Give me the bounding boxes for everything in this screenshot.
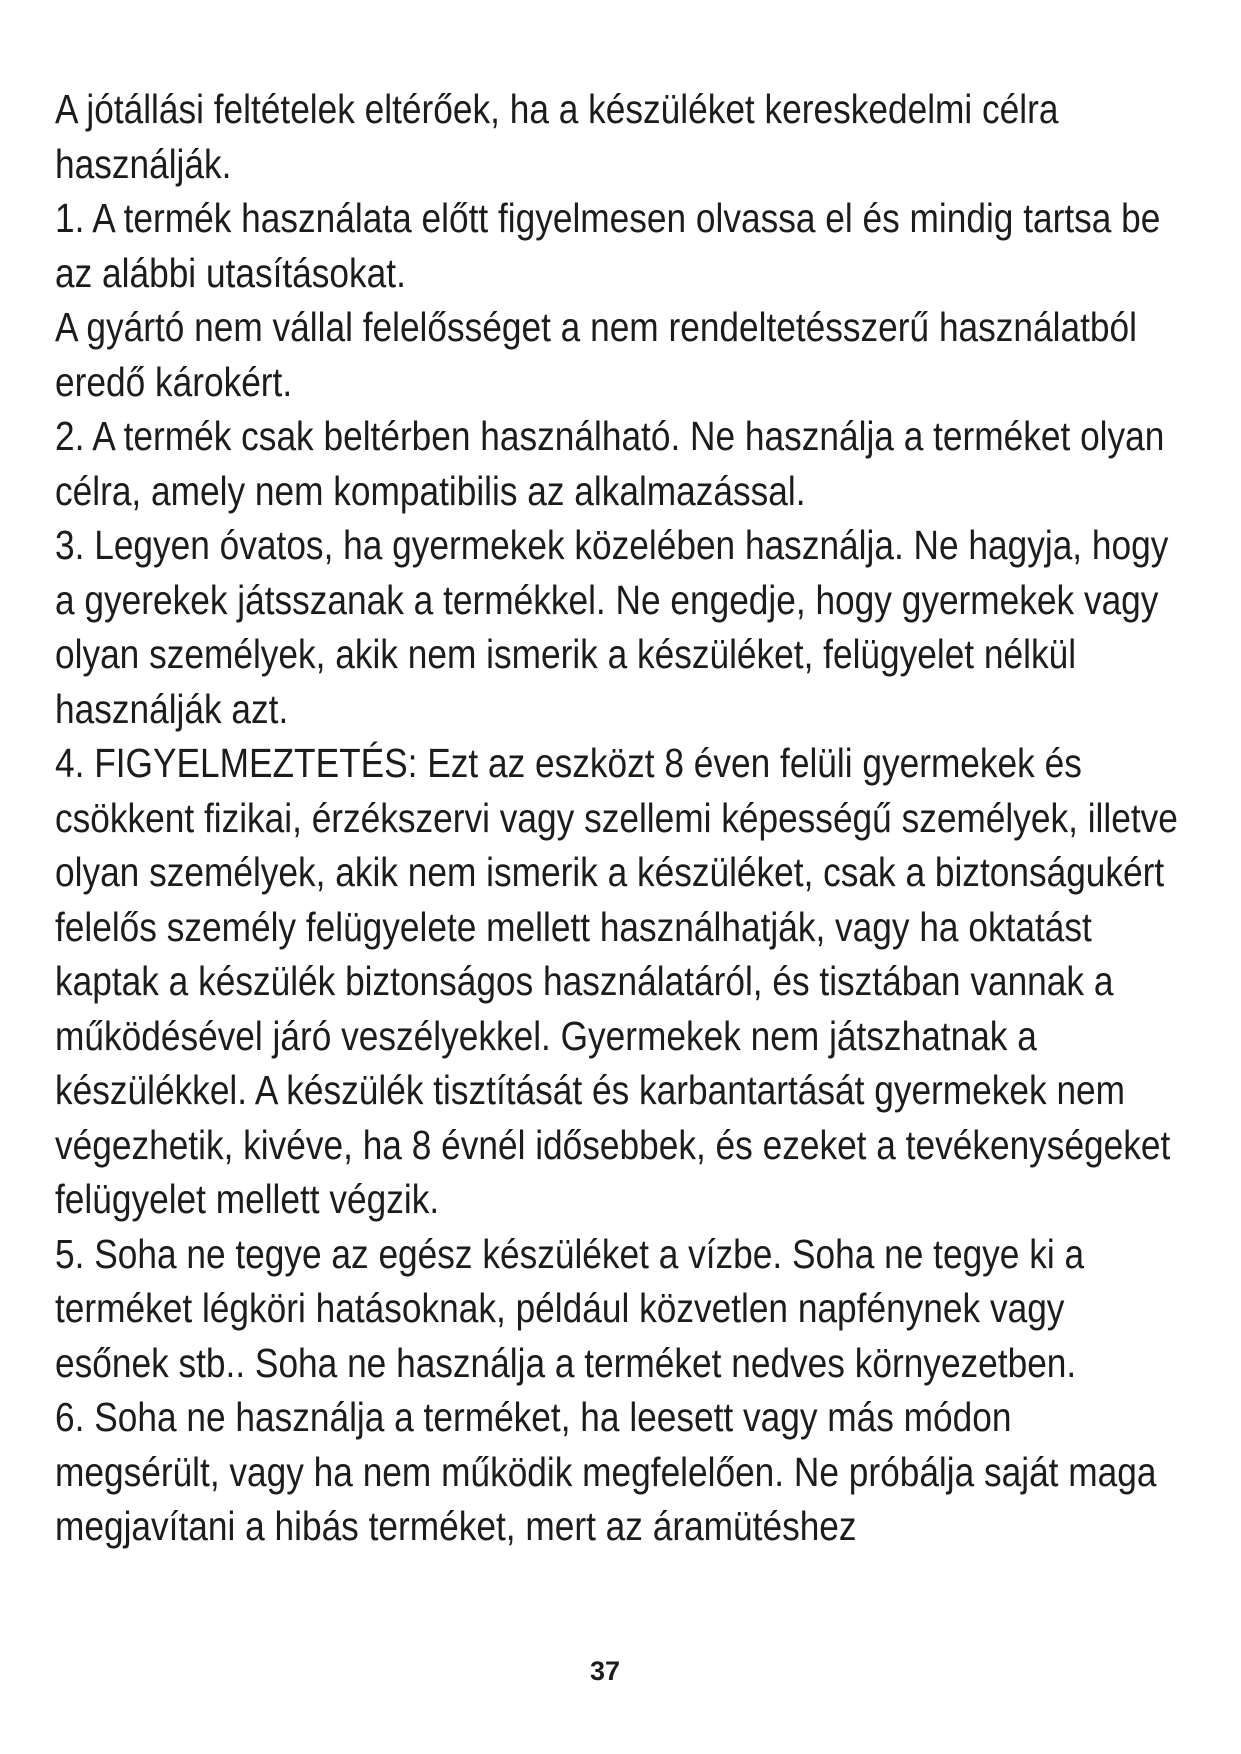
document-body [55,82,1182,1554]
paragraph-instruction-2: 2. A termék csak beltérben használható. Ne használja a terméket olyan célra, amely nem kompatibilis az alkalmazással. [55,413,1165,514]
paragraph-liability-note: A gyártó nem vállal felelősséget a nem rendeltetésszerű használatból eredő károkért. [55,304,1137,405]
paragraph-instruction-3: 3. Legyen óvatos, ha gyermekek közelében használja. Ne hagyja, hogy a gyerekek játsszanak a termékkel. Ne engedje, hogy gyermekek vagy olyan személyek, akik nem ismerik a készüléket, felügyelet nélkül használják azt. [55,522,1169,732]
paragraph-instruction-4-warning: 4. FIGYELMEZTETÉS: Ezt az eszközt 8 éven felüli gyermekek és csökkent fizikai, érzékszervi vagy szellemi képességű személyek, illetve olyan személyek, akik nem ismerik a készüléket, csak a biztonságukért felelős személy felügyelete mellett használhatják, vagy ha oktatást kaptak a készülék biztonságos használatáról, és tisztában vannak a működésével járó veszélyekkel. Gyermekek nem játszhatnak a készülékkel. A készülék tisztítását és karbantartását gyermekek nem végezhetik, kivéve, ha 8 évnél idősebbek, és ezeket a tevékenységeket felügyelet mellett végzik. [55,740,1178,1222]
paragraph-instruction-1: 1. A termék használata előtt figyelmesen olvassa el és mindig tartsa be az alábbi utasításokat. [55,195,1161,296]
page-number: 37 [589,1656,621,1686]
paragraph-commercial-use-note: A jótállási feltételek eltérőek, ha a készüléket kereskedelmi célra használják. [55,86,1059,187]
paragraph-instruction-5: 5. Soha ne tegye az egész készüléket a vízbe. Soha ne tegye ki a terméket légköri hatásoknak, például közvetlen napfénynek vagy esőnek stb.. Soha ne használja a terméket nedves környezetben. [55,1230,1085,1386]
paragraph-instruction-6: 6. Soha ne használja a terméket, ha leesett vagy más módon megsérült, vagy ha nem működik megfelelően. Ne próbálja saját maga megjavítani a hibás terméket, mert az áramütéshez [55,1394,1157,1549]
